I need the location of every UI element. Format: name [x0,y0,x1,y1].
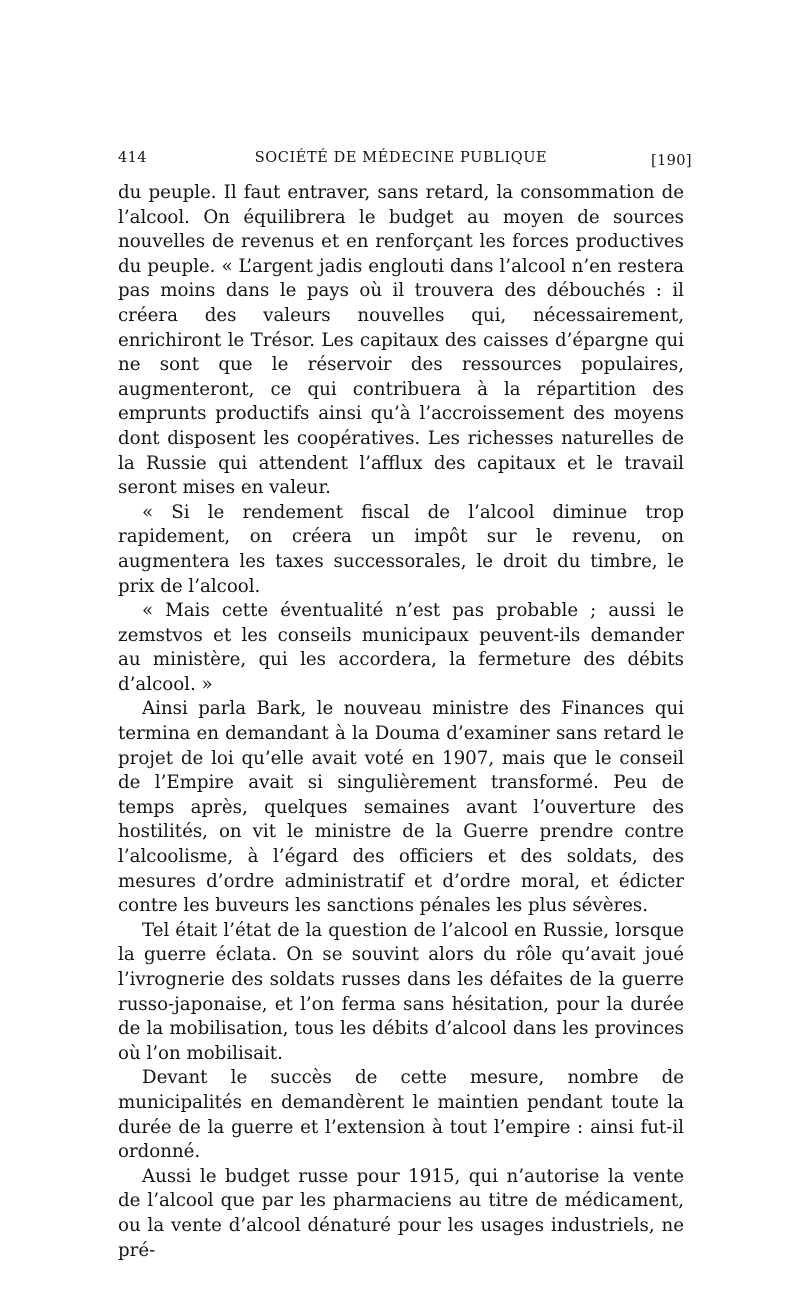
paragraph: Aussi le budget russe pour 1915, qui n’autorise la vente de l’alcool que par les pharmaciens au titre de médicament, ou la vente d’alcool dénaturé pour les usages industriels, ne pré- [118,1165,684,1261]
paragraph: « Mais cette éventualité n’est pas probable ; aussi le zemstvos et les conseils municipaux peuvent-ils demander au ministère, qui les accordera, la fermeture des débits d’alcool. » [118,600,684,695]
running-title: SOCIÉTÉ DE MÉDECINE PUBLIQUE [254,150,548,166]
paragraph: Tel était l’état de la question de l’alcool en Russie, lorsque la guerre éclata. On se souvint alors du rôle qu’avait joué l’ivrognerie des soldats russes dans les défaites de la guerre russo-japonaise, et l’on ferma sans hésitation, pour la durée de la mobilisation, tous les débits d’alcool dans les provinces où l’on mobilisait. [118,919,684,1064]
paragraph: Ainsi parla Bark, le nouveau ministre des Finances qui termina en demandant à la Douma d’examiner sans retard le projet de loi qu’elle avait voté en 1907, mais que le conseil de l’Empire avait si singulièrement transformé. Peu de temps après, quelques semaines avant l’ouverture des hostilités, on vit le ministre de la Guerre prendre contre l’alcoolisme, à l’égard des officiers et des soldats, des mesures d’ordre administratif et d’ordre moral, et édicter contre les buveurs les sanctions pénales les plus sévères. [118,698,684,917]
section-number: [190] [651,153,692,169]
body-text [118,181,684,1263]
book-page [118,148,692,1263]
paragraph-continued: du peuple. Il faut entraver, sans retard, la consommation de l’alcool. On équilibrera le budget au moyen de sources nouvelles de revenus et en renforçant les forces productives du peuple. « L’argent jadis englouti dans l’alcool n’en restera pas moins dans le pays où il trouvera des débouchés : il créera des valeurs nouvelles qui, nécessairement, enrichiront le Trésor. Les capitaux des caisses d’épargne qui ne sont que le réservoir des ressources populaires, augmenteront, ce qui contribuera à la répartition des emprunts productifs ainsi qu’à l’accroissement des moyens dont disposent les coopératives. Les richesses naturelles de la Russie qui attendent l’afflux des capitaux et le travail seront mises en valeur. [118,182,684,499]
running-header [118,148,692,170]
paragraph: Devant le succès de cette mesure, nombre de municipalités en demandèrent le maintien pendant toute la durée de la guerre et l’extension à tout l’empire : ainsi fut-il ordonné. [118,1067,684,1163]
paragraph: « Si le rendement fiscal de l’alcool diminue trop rapidement, on créera un impôt sur le revenu, on augmentera les taxes successorales, le droit du timbre, le prix de l’alcool. [118,501,684,597]
page-number: 414 [118,150,147,166]
